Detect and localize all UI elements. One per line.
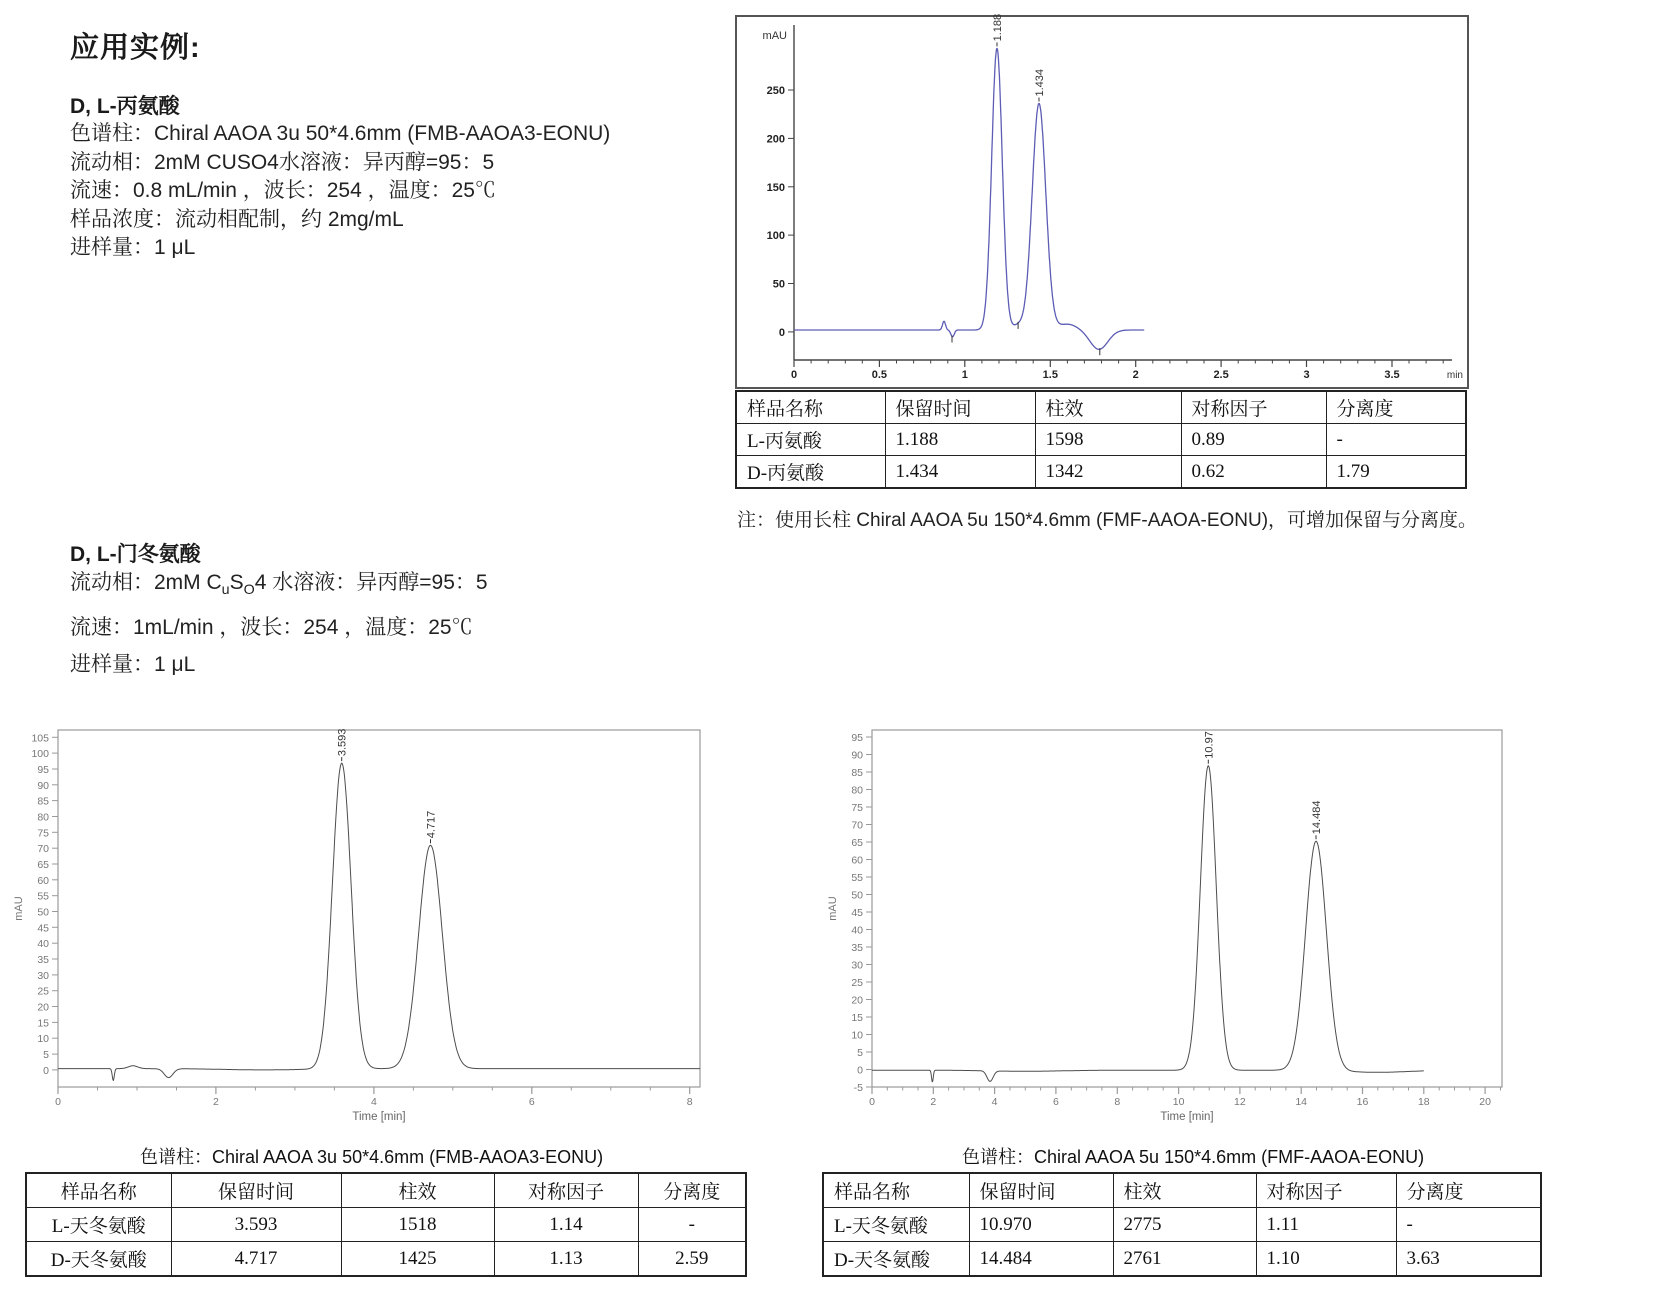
table-header-cell: 样品名称	[736, 391, 885, 424]
x-tick-label: 2	[1132, 369, 1139, 381]
chromatogram-aspartic-short	[8, 700, 720, 1130]
x-tick-label: 0	[790, 369, 798, 381]
table-row	[26, 1208, 746, 1242]
y-tick-label: 50	[772, 278, 785, 291]
x-axis-title: Time [min]	[352, 1111, 406, 1123]
y-tick-label: 0	[778, 326, 785, 339]
y-tick-label: 150	[766, 181, 785, 194]
chromatogram-aspartic-long	[822, 700, 1517, 1130]
aspartic-flow-line: 流速：1mL/min ，波长：254 ，温度：25℃	[70, 616, 473, 640]
peak-label: 3.593	[336, 728, 349, 757]
table-header-cell: 保留时间	[885, 391, 1035, 424]
y-tick-label: 0	[857, 1064, 863, 1077]
table-header-cell: 对称因子	[494, 1173, 638, 1208]
table-cell: L-天冬氨酸	[823, 1208, 969, 1242]
peak-label: 1.188	[992, 13, 1004, 42]
table-cell: 1.79	[1326, 456, 1466, 489]
alanine-mobile-phase-line: 流动相：2mM CUSO4水溶液：异丙醇=95：5	[70, 150, 495, 174]
table-cell: 14.484	[969, 1242, 1113, 1277]
section-alanine-heading: D, L-丙氨酸	[70, 95, 180, 118]
alanine-flow-line: 流速：0.8 mL/min ，波长：254 ，温度：25℃	[70, 179, 496, 202]
y-tick-label: 80	[37, 811, 49, 824]
chromatogram-alanine	[735, 15, 1469, 389]
table-cell: 1.14	[494, 1208, 638, 1242]
x-tick-label: 0.5	[871, 369, 888, 381]
mobile-phase-sub-u: u	[221, 582, 230, 599]
y-tick-label: 10	[851, 1029, 863, 1042]
y-tick-label: 105	[31, 732, 49, 745]
table-cell: 4.717	[171, 1242, 341, 1277]
table-cell: 1598	[1035, 424, 1181, 456]
y-tick-label: -5	[853, 1082, 863, 1094]
table-header-cell: 对称因子	[1256, 1173, 1396, 1208]
table-aspartic-short	[25, 1172, 747, 1277]
y-tick-label: 35	[37, 954, 49, 966]
y-tick-label: 15	[37, 1017, 49, 1030]
table-cell: 2775	[1113, 1208, 1256, 1242]
mobile-phase-pre: 流动相：2mM C	[70, 571, 222, 594]
table-cell: 2.59	[638, 1242, 746, 1277]
caption-short-column: 色谱柱：Chiral AAOA 3u 50*4.6mm (FMB-AAOA3-EONU)	[140, 1147, 604, 1167]
y-tick-label: 25	[37, 985, 49, 998]
table-aspartic-long	[822, 1172, 1542, 1277]
y-tick-label: 100	[31, 748, 49, 761]
table-cell: 3.593	[171, 1208, 341, 1242]
x-tick-label: 16	[1356, 1096, 1369, 1108]
table-header-cell: 柱效	[1113, 1173, 1256, 1208]
alanine-column-line: 色谱柱：Chiral AAOA 3u 50*4.6mm (FMB-AAOA3-EONU)	[70, 122, 611, 145]
x-tick-label: 6	[1052, 1096, 1059, 1108]
y-tick-label: 75	[37, 827, 49, 840]
x-tick-label: 3	[1303, 369, 1310, 381]
y-tick-label: 60	[37, 874, 49, 887]
table-row	[823, 1208, 1541, 1242]
x-tick-label: 1.5	[1042, 369, 1058, 381]
y-tick-label: 20	[851, 994, 863, 1007]
peak-label: 1.434	[1034, 68, 1046, 97]
peak-label: 14.484	[1311, 800, 1323, 835]
table-header-cell: 样品名称	[823, 1173, 969, 1208]
table-header-cell: 分离度	[1326, 391, 1466, 424]
table-cell: D-天冬氨酸	[26, 1242, 171, 1277]
y-tick-label: 30	[851, 959, 863, 972]
plot-frame	[58, 730, 700, 1087]
y-axis-title: mAU	[13, 896, 25, 921]
plot-frame	[872, 730, 1502, 1087]
x-tick-label: 4	[991, 1096, 998, 1108]
table-row	[823, 1242, 1541, 1277]
table-header-cell: 柱效	[1035, 391, 1181, 424]
x-tick-label: 8	[1114, 1096, 1121, 1108]
table-cell: 1425	[341, 1242, 494, 1277]
table-alanine	[735, 390, 1467, 489]
section-aspartic-heading: D, L-门冬氨酸	[70, 543, 201, 566]
y-tick-label: 50	[851, 889, 863, 902]
y-axis-title: mAU	[827, 896, 839, 921]
table-cell: 1.13	[494, 1242, 638, 1277]
x-tick-label: 18	[1417, 1096, 1430, 1108]
chromatogram-trace	[872, 766, 1424, 1082]
table-cell: 1.434	[885, 456, 1035, 489]
table-cell: 1.188	[885, 424, 1035, 456]
table-cell: -	[1326, 424, 1466, 456]
x-axis-title: min	[1446, 370, 1463, 381]
peak-label: 10.97	[1203, 731, 1216, 759]
y-tick-label: 50	[37, 906, 49, 919]
table-cell: 1.11	[1256, 1208, 1396, 1242]
y-tick-label: 0	[43, 1064, 49, 1077]
mobile-phase-sub-o: O	[243, 582, 255, 599]
table-cell: 1342	[1035, 456, 1181, 489]
table-cell: 0.62	[1181, 456, 1326, 489]
aspartic-injection-line: 进样量：1 μL	[70, 653, 196, 677]
section-aspartic-info	[70, 564, 488, 683]
mobile-phase-mid: S	[229, 571, 244, 594]
y-tick-label: 35	[851, 942, 863, 954]
aspartic-mobile-phase-line	[70, 564, 488, 609]
table-header-row	[823, 1173, 1541, 1208]
caption-long-column: 色谱柱：Chiral AAOA 5u 150*4.6mm (FMF-AAOA-EONU)	[962, 1147, 1425, 1167]
chart-asp-long-svg	[822, 700, 1517, 1130]
table-header-cell: 对称因子	[1181, 391, 1326, 424]
y-tick-label: 55	[851, 872, 863, 884]
y-tick-label: 15	[851, 1012, 863, 1024]
y-axis-title: mAU	[762, 30, 787, 42]
x-tick-label: 0	[55, 1096, 61, 1108]
y-tick-label: 45	[851, 907, 863, 919]
table-cell: 1518	[341, 1208, 494, 1242]
y-tick-label: 85	[37, 795, 49, 808]
table-cell: 0.89	[1181, 424, 1326, 456]
x-tick-label: 12	[1234, 1096, 1246, 1108]
y-tick-label: 95	[37, 764, 49, 776]
y-tick-label: 25	[851, 977, 863, 989]
table-cell: 3.63	[1396, 1242, 1541, 1277]
chromatogram-trace	[58, 763, 700, 1080]
alanine-injection-line: 进样量：1 μL	[70, 236, 196, 259]
table-header-cell: 柱效	[341, 1173, 494, 1208]
table-row	[26, 1242, 746, 1277]
x-tick-label: 3.5	[1384, 369, 1400, 381]
x-tick-label: 14	[1295, 1096, 1308, 1108]
table-cell: 1.10	[1256, 1242, 1396, 1277]
peak-label: 4.717	[425, 810, 438, 839]
y-tick-label: 85	[851, 767, 863, 779]
y-tick-label: 40	[37, 938, 49, 951]
y-tick-label: 5	[857, 1047, 863, 1059]
y-tick-label: 5	[43, 1049, 49, 1062]
x-tick-label: 6	[528, 1096, 535, 1108]
x-tick-label: 4	[370, 1096, 377, 1108]
mobile-phase-post: 4 水溶液：异丙醇=95：5	[254, 571, 488, 594]
y-tick-label: 20	[37, 1001, 49, 1014]
y-tick-label: 65	[37, 859, 49, 871]
note-text: 注：使用长柱 Chiral AAOA 5u 150*4.6mm (FMF-AAOA-EONU)，可增加保留与分离度。	[737, 510, 1478, 531]
alanine-concentration-line: 样品浓度：流动相配制，约 2mg/mL	[70, 207, 404, 231]
x-tick-label: 10	[1172, 1096, 1185, 1108]
table-header-cell: 样品名称	[26, 1173, 171, 1208]
y-tick-label: 10	[37, 1033, 49, 1046]
y-tick-label: 30	[37, 969, 49, 982]
table-header-cell: 保留时间	[969, 1173, 1113, 1208]
y-tick-label: 60	[851, 854, 863, 867]
y-tick-label: 200	[766, 133, 785, 146]
x-tick-label: 2	[930, 1096, 937, 1108]
y-tick-label: 95	[851, 732, 863, 744]
chromatogram-trace	[794, 49, 1144, 350]
x-tick-label: 8	[686, 1096, 693, 1108]
y-tick-label: 90	[851, 749, 863, 762]
table-header-row	[736, 391, 1466, 424]
y-tick-label: 75	[851, 802, 863, 814]
x-tick-label: 2	[212, 1096, 219, 1108]
table-cell: D-天冬氨酸	[823, 1242, 969, 1277]
y-tick-label: 250	[766, 85, 785, 97]
table-header-row	[26, 1173, 746, 1208]
y-tick-label: 55	[37, 890, 49, 903]
table-cell: 10.970	[969, 1208, 1113, 1242]
section-alanine-info	[70, 120, 610, 263]
x-tick-label: 2.5	[1213, 369, 1229, 381]
table-row	[736, 424, 1466, 456]
x-tick-label: 1	[961, 369, 968, 381]
y-tick-label: 45	[37, 922, 49, 935]
y-tick-label: 70	[851, 819, 863, 832]
x-tick-label: 0	[869, 1096, 875, 1108]
y-tick-label: 70	[37, 843, 49, 856]
table-header-cell: 分离度	[1396, 1173, 1541, 1208]
x-tick-label: 20	[1479, 1096, 1491, 1108]
chart-asp-short-svg	[8, 700, 720, 1130]
table-cell: -	[1396, 1208, 1541, 1242]
page-title: 应用实例:	[70, 32, 201, 64]
table-cell: D-丙氨酸	[736, 456, 885, 489]
table-cell: 2761	[1113, 1242, 1256, 1277]
table-header-cell: 分离度	[638, 1173, 746, 1208]
x-axis-title: Time [min]	[1160, 1111, 1214, 1123]
table-cell: L-天冬氨酸	[26, 1208, 171, 1242]
y-tick-label: 80	[851, 784, 863, 797]
table-header-cell: 保留时间	[171, 1173, 341, 1208]
y-tick-label: 65	[851, 837, 863, 849]
table-cell: L-丙氨酸	[736, 424, 885, 456]
table-cell: -	[638, 1208, 746, 1242]
chart-alanine-svg	[737, 13, 1467, 387]
y-tick-label: 100	[766, 230, 785, 243]
y-tick-label: 40	[851, 924, 863, 937]
table-row	[736, 456, 1466, 489]
y-tick-label: 90	[37, 779, 49, 792]
